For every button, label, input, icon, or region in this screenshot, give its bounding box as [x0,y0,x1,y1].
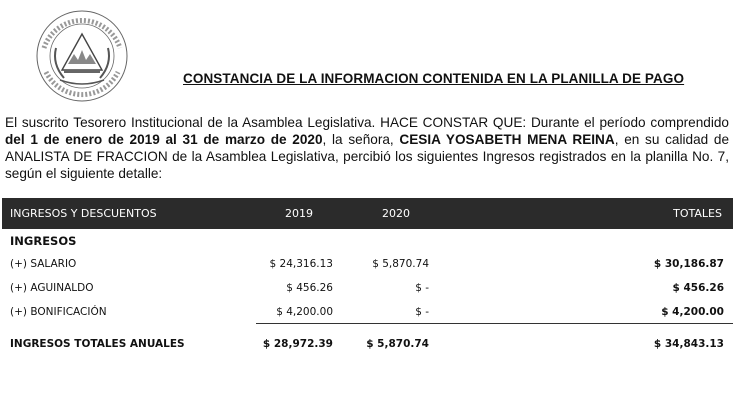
table-row [2,277,733,301]
table-row [2,301,733,325]
row-total: $ 30,186.87 [653,258,724,270]
row-value-2019: $ 24,316.13 [269,258,333,270]
group-label: INGRESOS [10,234,77,248]
table-header [2,198,733,229]
row-label: (+) SALARIO [10,258,77,270]
row-value-2019: $ 4,200.00 [276,306,333,318]
header-concept: INGRESOS Y DESCUENTOS [10,207,157,220]
totals-divider [256,323,733,324]
header-totals: TOTALES [673,207,722,220]
paragraph-intro: El suscrito Tesorero Institucional de la Asamblea Legislativa. HACE CONSTAR QUE: Durante el período comprendido [5,115,729,130]
totals-row [2,333,733,357]
row-label: (+) BONIFICACIÓN [10,306,107,318]
certification-paragraph [5,114,729,182]
period-text: del 1 de enero de 2019 al 31 de marzo de 2020 [5,132,323,147]
row-value-2019: $ 456.26 [286,282,333,294]
header-2019: 2019 [285,207,313,220]
totals-2020: $ 5,870.74 [366,338,429,350]
income-table [2,198,733,357]
group-row [2,229,733,253]
paragraph-mid: , la señora, [322,132,400,147]
row-total: $ 456.26 [672,282,724,294]
el-salvador-coat-of-arms-seal-icon [34,8,130,104]
table-row [2,253,733,277]
row-value-2020: $ 5,870.74 [372,258,429,270]
totals-grand: $ 34,843.13 [653,338,724,350]
row-label: (+) AGUINALDO [10,282,94,294]
totals-label: INGRESOS TOTALES ANUALES [10,338,185,350]
paragraph-end: , en su calidad de ANALISTA DE FRACCION de la Asamblea Legislativa, percibió los siguientes Ingresos registrados en la planilla No. 7, según el siguiente detalle: [5,132,730,181]
row-total: $ 4,200.00 [661,306,724,318]
header-2020: 2020 [382,207,410,220]
totals-2019: $ 28,972.39 [262,338,333,350]
row-value-2020: $ - [415,306,429,318]
row-value-2020: $ - [415,282,429,294]
employee-name: CESIA YOSABETH MENA REINA [399,132,615,147]
document-heading: CONSTANCIA DE LA INFORMACION CONTENIDA EN LA PLANILLA DE PAGO [183,71,685,86]
